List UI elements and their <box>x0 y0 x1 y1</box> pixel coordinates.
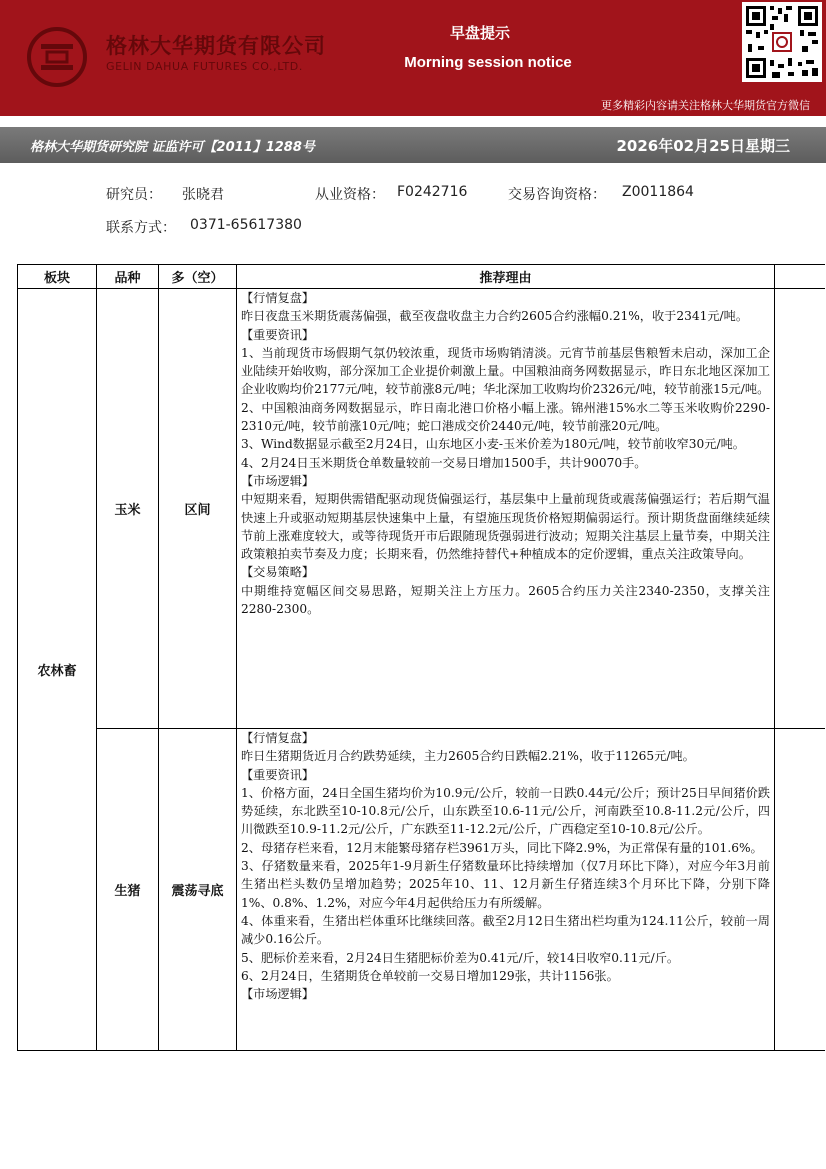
wechat-notice: 更多精彩内容请关注格林大华期货官方微信 <box>601 99 810 112</box>
report-title-cn: 早盘提示 <box>449 24 510 42</box>
header-band <box>0 0 826 116</box>
researcher-label: 研究员： <box>106 187 162 203</box>
header-sector: 板块 <box>18 265 97 289</box>
section-heading: 【重要资讯】 <box>241 327 315 342</box>
direction-cell: 区间 <box>159 289 237 729</box>
recommendation-table <box>17 264 825 1051</box>
consult-label: 交易咨询资格： <box>508 187 606 203</box>
contact-label: 联系方式： <box>106 220 176 236</box>
section-heading: 【行情复盘】 <box>241 291 315 305</box>
header-reason: 推荐理由 <box>237 265 775 289</box>
contact-phone: 0371-65617380 <box>190 217 302 233</box>
section-heading: 【交易策略】 <box>241 565 315 580</box>
section-heading: 【重要资讯】 <box>241 767 315 782</box>
report-title-en: Morning session notice <box>404 54 572 71</box>
reason-cell <box>237 729 775 1051</box>
wechat-qr-code-icon <box>742 2 822 82</box>
table-row <box>18 729 825 1051</box>
reason-paragraph: 4、体重来看，生猪出栏体重环比继续回落。截至2月12日生猪出栏均重为124.11公斤，较前一周减少0.16公斤。 <box>241 913 770 947</box>
reason-paragraph: 1、当前现货市场假期气氛仍较浓重，现货市场购销清淡。元宵节前基层售粮暂未启动，深加工企业陆续开始收购，部分深加工企业提价刺激上量。中国粮油商务网数据显示，昨日东北地区深加工企业收购均价2177元/吨，较节前涨8元/吨；华北深加工收购均价2326元/吨，较节前涨15元/吨。 <box>241 345 770 397</box>
researcher-name: 张晓君 <box>182 187 224 203</box>
report-date: 2026年02月25日星期三 <box>616 137 790 155</box>
variety-cell: 生猪 <box>97 729 159 1051</box>
reason-paragraph: 4、2月24日玉米期货仓单数量较前一交易日增加1500手，共计90070手。 <box>241 455 647 470</box>
reason-paragraph: 昨日生猪期货近月合约跌势延续，主力2605合约日跌幅2.21%，收于11265元/吨。 <box>241 749 695 764</box>
institute-band <box>0 127 826 163</box>
table-row <box>18 289 825 729</box>
table-header-row <box>18 265 825 289</box>
reason-paragraph: 2、母猪存栏来看，12月末能繁母猪存栏3961万头，同比下降2.9%，为正常保有量的101.6%。 <box>241 840 763 855</box>
institute-license: 格林大华期货研究院 证监许可【2011】1288号 <box>30 140 315 155</box>
section-heading: 【行情复盘】 <box>241 731 315 745</box>
reason-paragraph: 昨日夜盘玉米期货震荡偏强，截至夜盘收盘主力合约2605合约涨幅0.21%，收于2341元/吨。 <box>241 309 749 324</box>
reason-paragraph: 3、仔猪数量来看，2025年1-9月新生仔猪数量环比持续增加（仅7月环比下降），对应今年3月前生猪出栏头数仍呈增加趋势；2025年10、11、12月新生仔猪连续3个月环比下降，分别下降1%、0.8%、1.2%，对应今年4月起供给压力有所缓解。 <box>241 859 770 910</box>
section-heading: 【市场逻辑】 <box>241 987 315 1002</box>
company-logo-icon <box>26 26 88 88</box>
blank-cell <box>775 729 825 1051</box>
header-blank <box>775 265 825 289</box>
reason-paragraph: 中短期来看，短期供需错配驱动现货偏强运行，基层集中上量前现货或震荡偏强运行；若后期气温快速上升或驱动短期基层快速集中上量，有望施压现货价格短期偏弱运行。预计期货盘面继续延续节前上涨难度较大，或等待现货开市后跟随现货强弱进行波动；短期关注基层上量节奏，中期关注政策粮拍卖节奏及力度；长期来看，仍然维持替代+种植成本的定价逻辑，重点关注政策导向。 <box>241 492 770 562</box>
header-direction: 多（空） <box>159 265 237 289</box>
reason-paragraph: 中期维持宽幅区间交易思路，短期关注上方压力。2605合约压力关注2340-2350，支撑关注2280-2300。 <box>241 583 770 617</box>
reason-paragraph: 5、肥标价差来看，2月24日生猪肥标价差为0.41元/斤，较14日收窄0.11元/斤。 <box>241 950 680 965</box>
company-name-cn: 格林大华期货有限公司 <box>106 34 326 58</box>
header-variety: 品种 <box>97 265 159 289</box>
company-name-en: GELIN DAHUA FUTURES CO.,LTD. <box>106 60 303 73</box>
consult-number: Z0011864 <box>622 184 694 200</box>
reason-paragraph: 3、Wind数据显示截至2月24日，山东地区小麦-玉米价差为180元/吨，较节前收窄30元/吨。 <box>241 437 745 452</box>
qualification-number: F0242716 <box>397 184 468 200</box>
section-heading: 【市场逻辑】 <box>241 473 315 488</box>
direction-cell: 震荡寻底 <box>159 729 237 1051</box>
sector-cell: 农林畜 <box>18 289 97 1051</box>
reason-paragraph: 6、2月24日，生猪期货仓单较前一交易日增加129张，共计1156张。 <box>241 968 619 983</box>
variety-cell: 玉米 <box>97 289 159 729</box>
qualification-label: 从业资格： <box>315 187 385 203</box>
reason-cell <box>237 289 775 729</box>
reason-paragraph: 1、价格方面，24日全国生猪均价为10.9元/公斤，较前一日跌0.44元/公斤；预计25日早间猪价跌势延续，东北跌至10-10.8元/公斤，山东跌至10.6-11元/公斤，河南跌至10.8-11.2元/公斤，四川微跌至10.9-11.2元/公斤，广东跌至11-12.2元/公斤，广西稳定至10-10.8元/公斤。 <box>241 785 770 837</box>
blank-cell <box>775 289 825 729</box>
reason-paragraph: 2、中国粮油商务网数据显示，昨日南北港口价格小幅上涨。锦州港15%水二等玉米收购价2290-2310元/吨，较节前涨10元/吨；蛇口港成交价2440元/吨，较节前涨20元/吨。 <box>241 400 770 434</box>
